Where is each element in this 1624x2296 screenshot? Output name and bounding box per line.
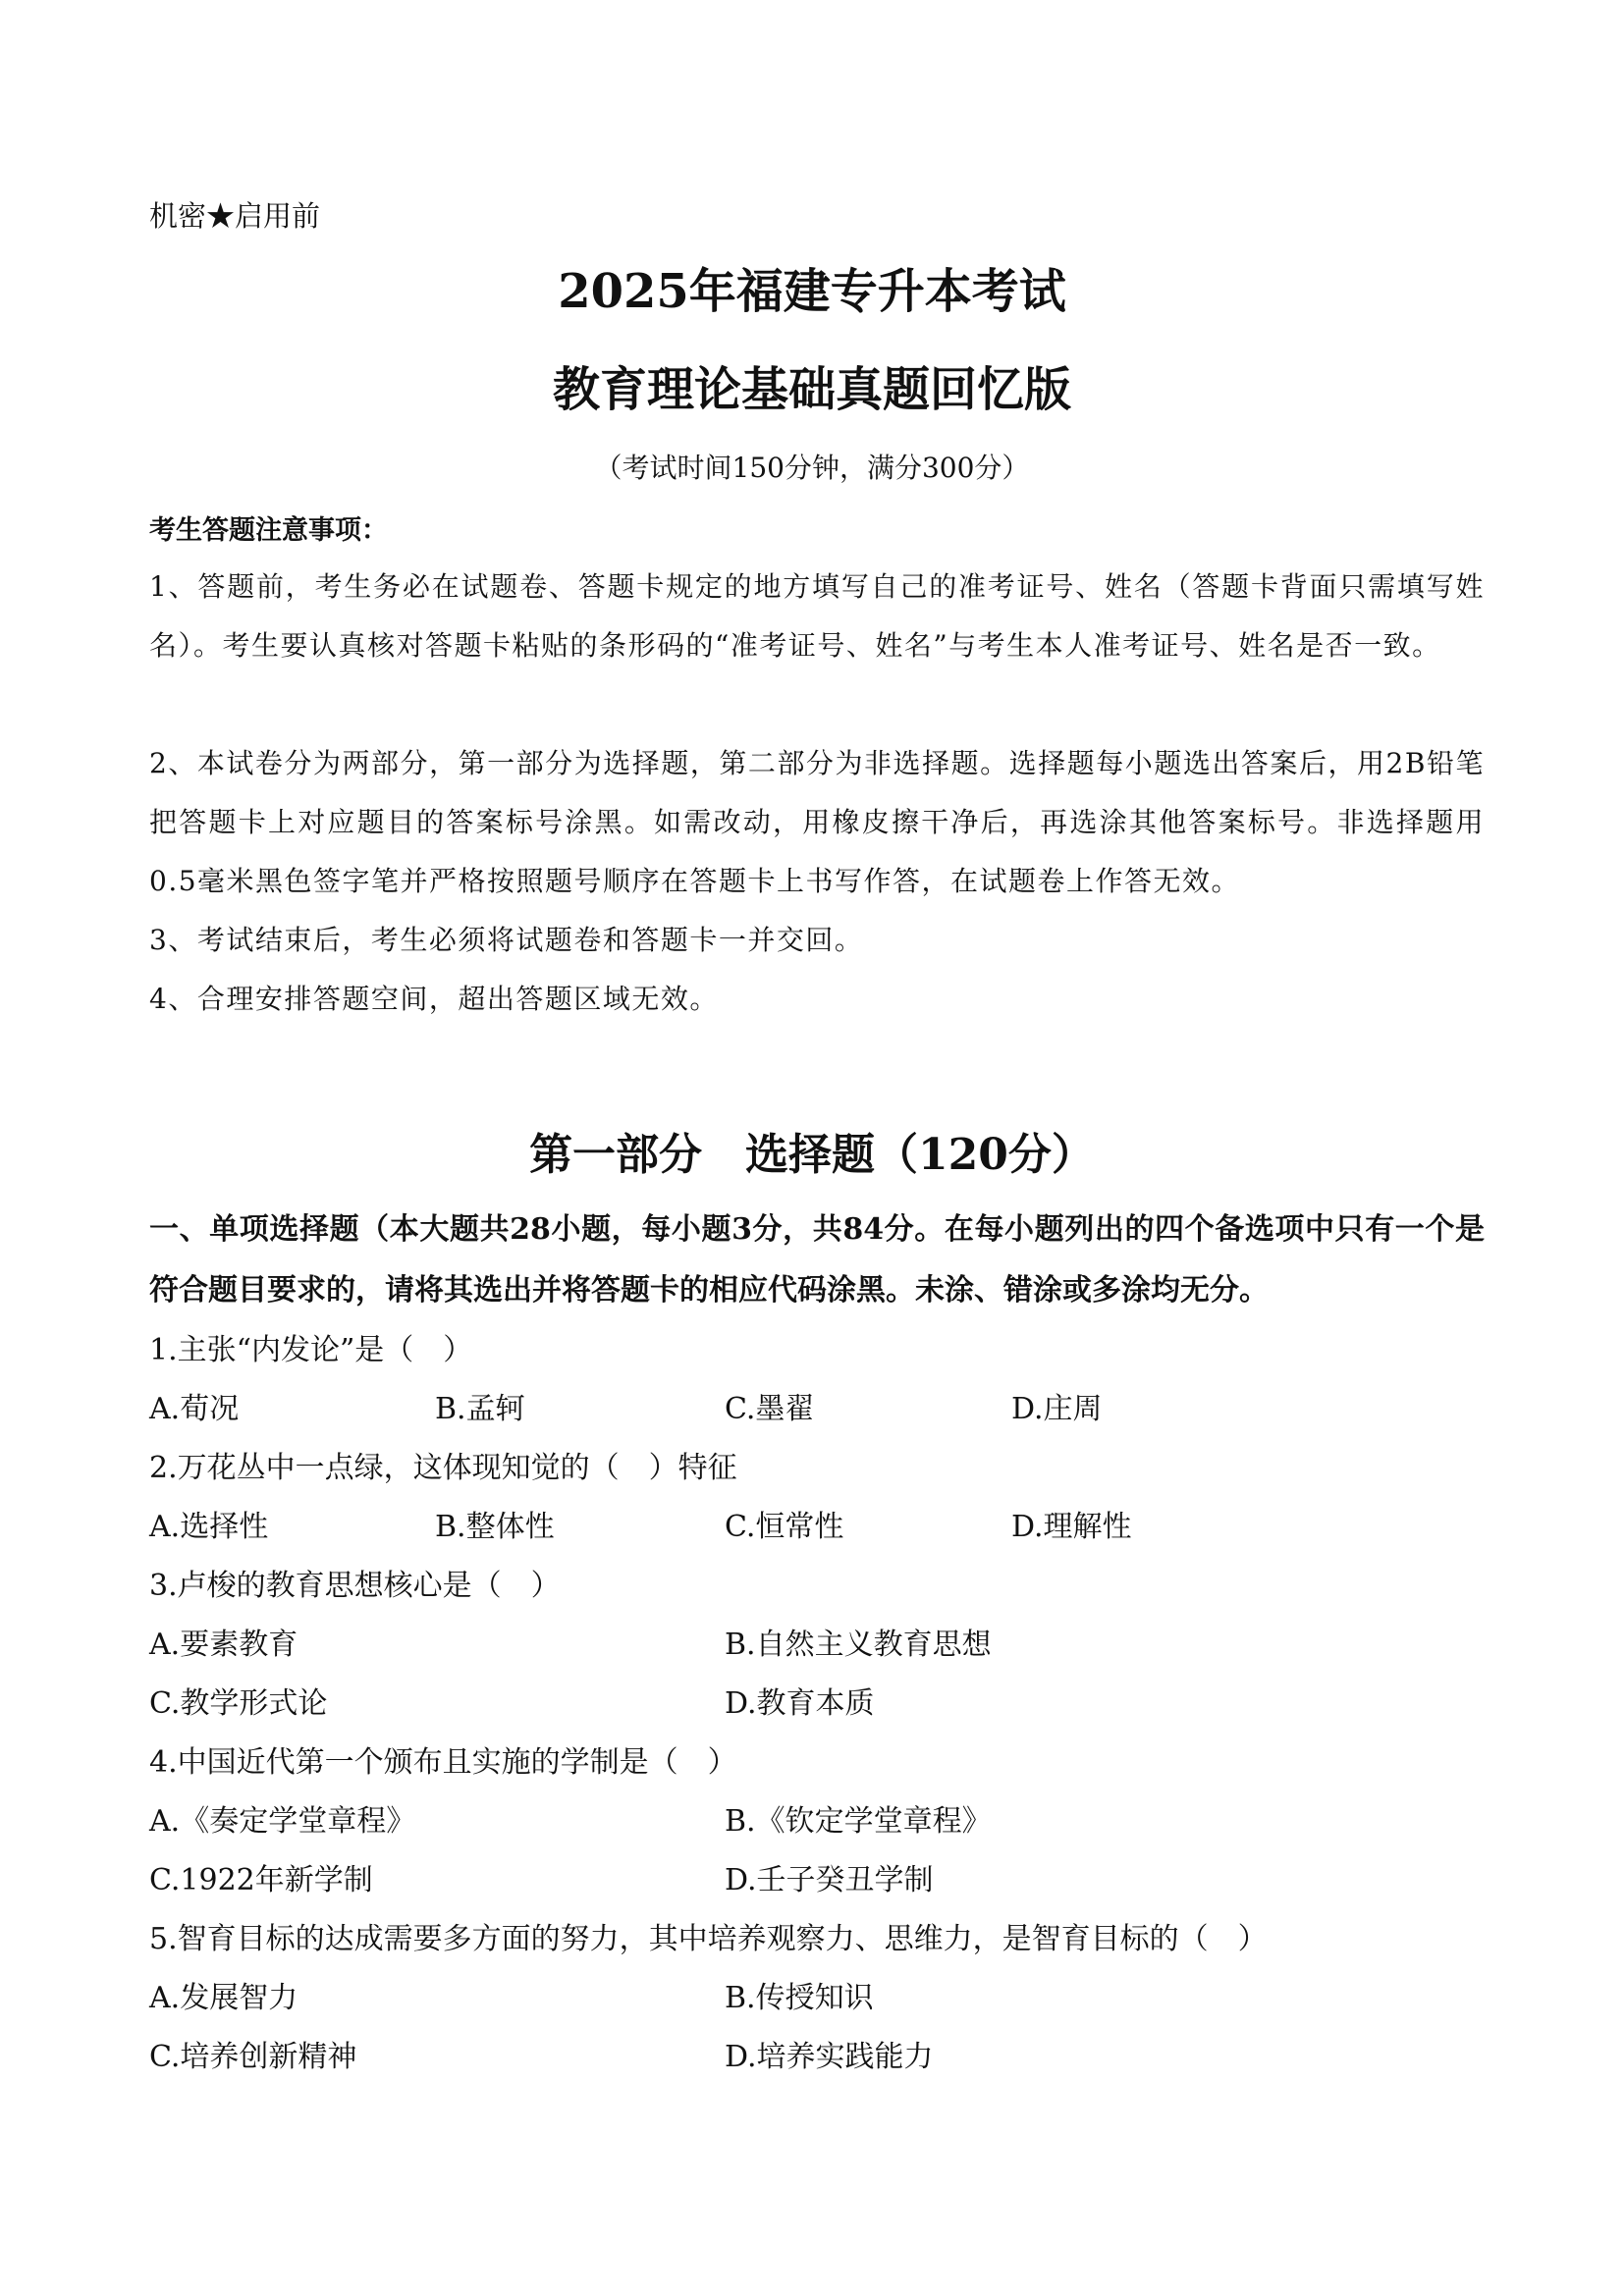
question-4-stem: 4.中国近代第一个颁布且实施的学制是（ ） (149, 1745, 737, 1780)
question-2-option-b: B.整体性 (435, 1510, 555, 1544)
question-5-option-d: D.培养实践能力 (725, 2040, 934, 2074)
question-1-option-c: C.墨翟 (725, 1392, 815, 1426)
question-2-option-a: A.选择性 (149, 1510, 269, 1544)
question-5-option-a: A.发展智力 (149, 1981, 298, 2015)
question-5-option-c: C.培养创新精神 (149, 2040, 357, 2074)
question-3-stem: 3.卢梭的教育思想核心是（ ） (149, 1569, 561, 1603)
section-intro: 一、单项选择题（本大题共28小题，每小题3分，共84分。在每小题列出的四个备选项中只有一个是符合题目要求的，请将其选出并将答题卡的相应代码涂黑。未涂、错涂或多涂均无分。 (149, 1212, 1485, 1308)
page-subtitle: 教育理论基础真题回忆版 (552, 362, 1071, 417)
question-4-option-d: D.壬子癸丑学制 (725, 1863, 934, 1897)
notice-heading: 考生答题注意事项： (149, 515, 388, 546)
question-1-option-a: A.荀况 (149, 1392, 240, 1426)
question-1-stem: 1.主张“内发论”是（ ） (149, 1333, 473, 1367)
notice-item-3: 3、考试结束后，考生必须将试题卷和答题卡一并交回。 (149, 924, 864, 956)
page-title: 2025年福建专升本考试 (558, 264, 1066, 319)
notice-item-4: 4、合理安排答题空间，超出答题区域无效。 (149, 983, 719, 1015)
question-4-option-b: B.《钦定学堂章程》 (725, 1804, 992, 1839)
question-3-option-c: C.教学形式论 (149, 1686, 328, 1721)
question-4-option-a: A.《奏定学堂章程》 (149, 1804, 416, 1839)
question-3-option-d: D.教育本质 (725, 1686, 875, 1721)
notice-item-1: 1、答题前，考生务必在试题卷、答题卡规定的地方填写自己的准考证号、姓名（答题卡背面只需填写姓名）。考生要认真核对答题卡粘贴的条形码的“准考证号、姓名”与考生本人准考证号、姓名是否一致。 (149, 570, 1485, 662)
notice-item-2: 2、本试卷分为两部分，第一部分为选择题，第二部分为非选择题。选择题每小题选出答案后，用2B铅笔把答题卡上对应题目的答案标号涂黑。如需改动，用橡皮擦干净后，再选涂其他答案标号。非选择题用0.5毫米黑色签字笔并严格按照题号顺序在答题卡上书写作答，在试题卷上作答无效。 (149, 747, 1485, 897)
question-4-option-c: C.1922年新学制 (149, 1863, 373, 1897)
question-5-option-b: B.传授知识 (725, 1981, 874, 2015)
question-3-option-a: A.要素教育 (149, 1628, 298, 1662)
question-3-option-b: B.自然主义教育思想 (725, 1628, 992, 1662)
question-2-option-d: D.理解性 (1011, 1510, 1132, 1544)
question-1-option-d: D.庄周 (1011, 1392, 1103, 1426)
question-2-stem: 2.万花丛中一点绿，这体现知觉的（ ）特征 (149, 1451, 737, 1485)
exam-info: （考试时间150分钟，满分300分） (594, 452, 1030, 484)
question-5-stem: 5.智育目标的达成需要多方面的努力，其中培养观察力、思维力，是智育目标的（ ） (149, 1922, 1268, 1956)
question-2-option-c: C.恒常性 (725, 1510, 844, 1544)
confidential-label: 机密★启用前 (149, 199, 321, 233)
section-title: 第一部分 选择题（120分） (529, 1130, 1095, 1180)
question-1-option-b: B.孟轲 (435, 1392, 525, 1426)
